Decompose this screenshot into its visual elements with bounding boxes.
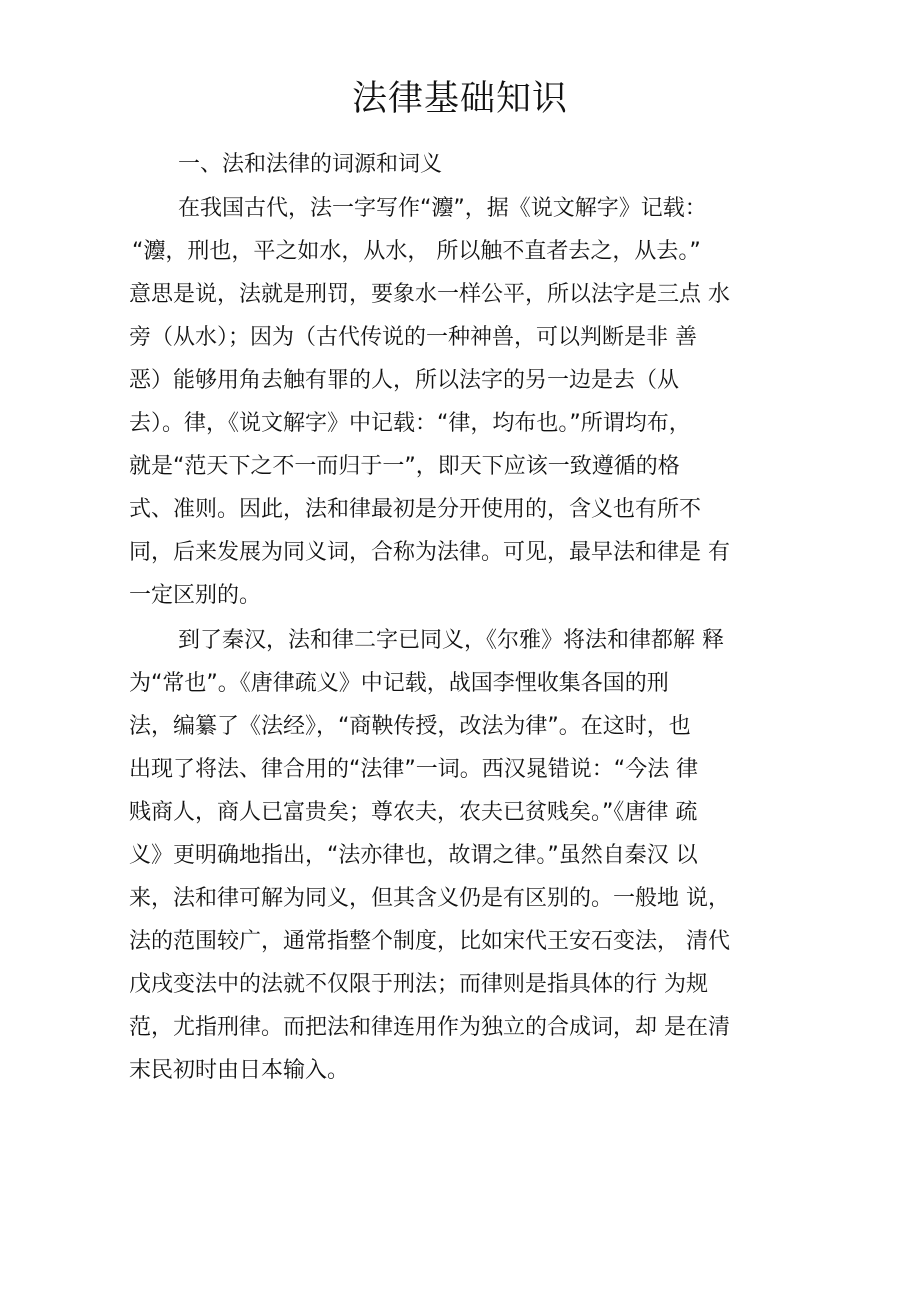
paragraph-1-line: 同，后来发展为同义词，合称为法律。可见，最早法和律是 有 — [129, 540, 730, 565]
paragraph-1-line: 式、准则。因此，法和律最初是分开使用的，含义也有所不 — [129, 497, 702, 522]
paragraph-2-line: 出现了将法、律合用的“法律”一词。西汉晁错说：“今法 律 — [129, 757, 699, 782]
paragraph-2-line: 法的范围较广，通常指整个制度，比如宋代王安石变法， 清代 — [129, 929, 730, 954]
document-title: 法律基础知识 — [351, 79, 568, 119]
paragraph-2-line: 戊戌变法中的法就不仅限于刑法；而律则是指具体的行 为规 — [129, 972, 708, 997]
paragraph-1-line: 去）。律，《说文解字》中记载：“律，均布也。”所谓均布， — [129, 411, 691, 436]
paragraph-1-line: 在我国古代，法一字写作“灋”，据《说文解字》记载： — [178, 196, 707, 221]
paragraph-1-line: 就是“范天下之不一而归于一”，即天下应该一致遵循的格 — [129, 454, 680, 479]
paragraph-1-line: 旁（从水）；因为（古代传说的一种神兽，可以判断是非 善 — [129, 325, 697, 350]
paragraph-1-line: 意思是说，法就是刑罚，要象水一样公平，所以法字是三点 水 — [129, 282, 730, 307]
section-heading: 一、法和法律的词源和词义 — [178, 152, 443, 177]
paragraph-2-line: 贱商人，商人已富贵矣；尊农夫，农夫已贫贱矣。”《唐律 疏 — [129, 800, 698, 825]
paragraph-2-line: 末民初时由日本输入。 — [129, 1058, 350, 1083]
paragraph-2-line: 来，法和律可解为同义，但其含义仍是有区别的。一般地 说， — [129, 886, 730, 911]
paragraph-2-line: 范，尤指刑律。而把法和律连用作为独立的合成词，却 是在清 — [129, 1015, 730, 1040]
paragraph-2-line: 法，编纂了《法经》，“商鞅传授，改法为律”。在这时，也 — [129, 714, 691, 739]
paragraph-2-line: 到了秦汉，法和律二字已同义，《尔雅》将法和律都解 释 — [178, 628, 724, 653]
paragraph-2-line: 为“常也”。《唐律疏义》中记载，战国李悝收集各国的刑 — [129, 671, 669, 696]
paragraph-1-line: 一定区别的。 — [129, 583, 262, 608]
paragraph-1-line: 恶）能够用角去触有罪的人，所以法字的另一边是去（从 — [129, 368, 680, 393]
paragraph-2-line: 义》更明确地指出，“法亦律也，故谓之律。”虽然自秦汉 以 — [129, 843, 698, 868]
paragraph-1-line: “灋，刑也，平之如水，从水， 所以触不直者去之，从去。” — [132, 239, 701, 264]
